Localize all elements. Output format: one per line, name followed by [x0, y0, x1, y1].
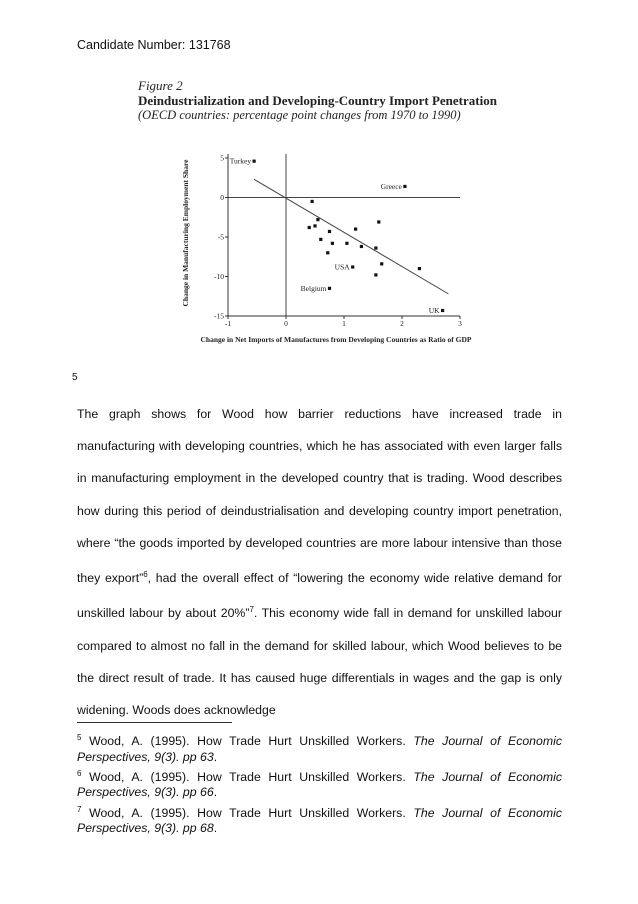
figure-label: Figure 2	[138, 78, 183, 93]
data-point	[316, 218, 319, 221]
y-tick-label: -15	[214, 311, 224, 321]
figure-subtitle: (OECD countries: percentage point changes from 1970 to 1990)	[138, 108, 461, 122]
body-text-part3: . This economy wide fall in demand for unskilled labour compared to almost no fall in the demand for skilled labour, which Wood believes to be the direct result of trade. It has caused huge differentials in wages and the gap is only widening. Woods does acknowledge	[77, 606, 562, 718]
data-point	[345, 242, 348, 245]
x-tick-label: 2	[400, 319, 404, 328]
data-point	[313, 224, 316, 227]
trend-line	[254, 179, 448, 294]
data-point	[351, 265, 354, 268]
figure	[120, 78, 520, 348]
y-tick-label: 5	[220, 153, 224, 163]
footnote-6: $^6$ Wood, A. (1995). How Trade Hurt Unskilled Workers. The Journal of Economic Perspectives, 9(3). pp 66.	[77, 768, 562, 800]
figure-title: Deindustrialization and Developing-Country Import Penetration	[138, 93, 497, 108]
x-axis-label: Change in Net Imports of Manufactures from Developing Countries as Ratio of GDP	[200, 335, 472, 344]
data-point	[403, 185, 406, 188]
body-text-part1: The graph shows for Wood how barrier reductions have increased trade in manufacturing with developing countries, which he has associated with even larger falls in manufacturing employment in the developed country that is trading. Wood describes how during this period of deindustrialisation and developing country import penetration, where “the goods imported by developed countries are more labour intensive than those they export”	[77, 407, 562, 586]
body-paragraph	[77, 398, 562, 726]
x-tick-label: 1	[342, 319, 346, 328]
x-tick-label: -1	[224, 319, 232, 328]
scatter-chart	[120, 78, 520, 348]
y-tick-label: -5	[217, 232, 224, 242]
candidate-number: Candidate Number: 131768	[77, 38, 231, 52]
point-label: Turkey	[229, 156, 252, 166]
data-point	[311, 200, 314, 203]
chart-marks	[230, 157, 449, 315]
data-point	[253, 160, 256, 163]
footnote-7: $^7$ Wood, A. (1995). How Trade Hurt Unskilled Workers. The Journal of Economic Perspectives, 9(3). pp 68.	[77, 804, 562, 836]
data-point	[308, 226, 311, 229]
data-point	[326, 251, 329, 254]
y-tick-label: 0	[220, 193, 224, 202]
data-point	[319, 238, 322, 241]
footnote-reference: 5	[72, 372, 78, 383]
footnote-ref-7: 7	[249, 605, 254, 615]
data-point	[418, 267, 421, 270]
chart-axes	[214, 154, 462, 329]
x-tick-label: 3	[458, 319, 462, 328]
footnote-ref-6: 6	[143, 570, 148, 580]
x-tick-label: 0	[284, 319, 288, 328]
footnote-divider	[77, 722, 232, 723]
data-point	[360, 245, 363, 248]
y-axis-label: Change in Manufacturing Employment Share	[181, 159, 190, 307]
data-point	[328, 230, 331, 233]
point-label: Greece	[380, 181, 402, 191]
data-point	[441, 309, 444, 312]
y-tick-label: -10	[214, 272, 224, 281]
data-point	[328, 287, 331, 290]
data-point	[374, 273, 377, 276]
data-point	[374, 246, 377, 249]
point-label: Belgium	[300, 283, 327, 293]
data-point	[377, 220, 380, 223]
data-point	[354, 228, 357, 231]
footnote-5: $^5$ Wood, A. (1995). How Trade Hurt Unskilled Workers. The Journal of Economic Perspectives, 9(3). pp 63.	[77, 733, 562, 764]
data-point	[331, 242, 334, 245]
data-point	[380, 262, 383, 265]
body-text-part2: , had the overall effect of “lowering the economy wide relative demand for unskilled labour by about 20%”	[77, 571, 562, 621]
point-label: UK	[428, 305, 440, 315]
point-label: USA	[334, 262, 350, 272]
footnotes	[77, 730, 562, 838]
